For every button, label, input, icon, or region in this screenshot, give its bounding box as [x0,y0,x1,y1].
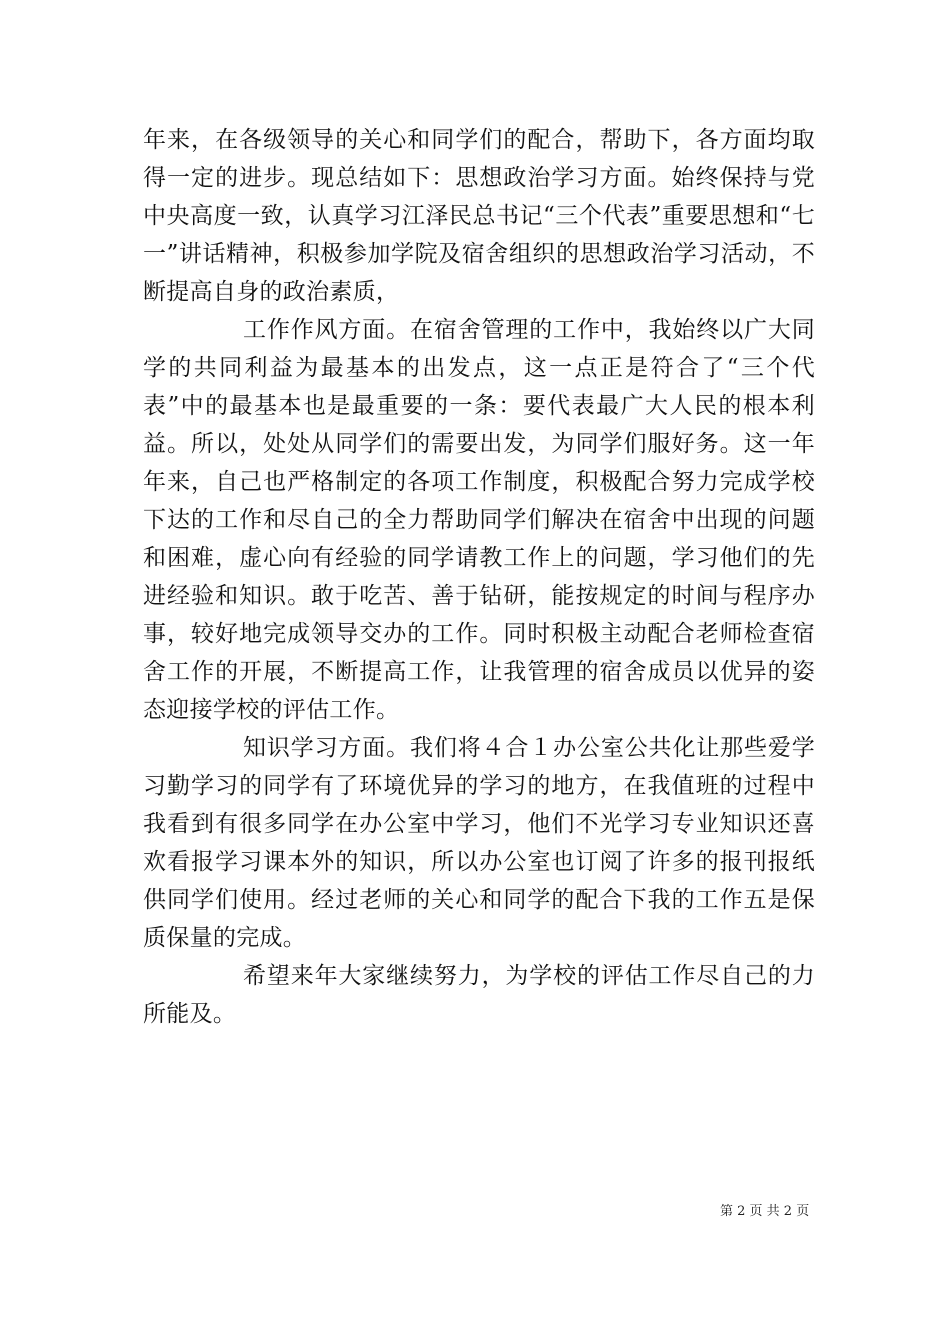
paragraph-work-style: 工作作风方面。在宿舍管理的工作中，我始终以广大同学的共同利益为最基本的出发点，这一点正是符合了“三个代表”中的最基本也是最重要的一条：要代表最广大人民的根本利益。所以，处处从同学们的需要出发，为同学们服好务。这一年年来，自己也严格制定的各项工作制度，积极配合努力完成学校下达的工作和尽自己的全力帮助同学们解决在宿舍中出现的问题和困难，虚心向有经验的同学请教工作上的问题，学习他们的先进经验和知识。敢于吃苦、善于钻研，能按规定的时间与程序办事，较好地完成领导交办的工作。同时积极主动配合老师检查宿舍工作的开展，不断提高工作，让我管理的宿舍成员以优异的姿态迎接学校的评估工作。 [143,317,815,723]
page-number-label: 第 2 页 共 2 页 [720,1204,810,1219]
page-number-footer [720,1203,809,1221]
document-body [143,121,815,1033]
paragraph-knowledge-study: 知识学习方面。我们将４合１办公室公共化让那些爱学习勤学习的同学有了环境优异的学习的地方，在我值班的过程中我看到有很多同学在办公室中学习，他们不光学习专业知识还喜欢看报学习课本外的知识，所以办公室也订阅了许多的报刊报纸供同学们使用。经过老师的关心和同学的配合下我的工作五是保质保量的完成。 [143,735,815,951]
paragraph-closing-hope: 希望来年大家继续努力，为学校的评估工作尽自己的力所能及。 [143,963,815,1027]
paragraph-intro-politics: 年来，在各级领导的关心和同学们的配合，帮助下，各方面均取得一定的进步。现总结如下：思想政治学习方面。始终保持与党中央高度一致，认真学习江泽民总书记“三个代表”重要思想和“七一”讲话精神，积极参加学院及宿舍组织的思想政治学习活动，不断提高自身的政治素质， [143,127,815,305]
